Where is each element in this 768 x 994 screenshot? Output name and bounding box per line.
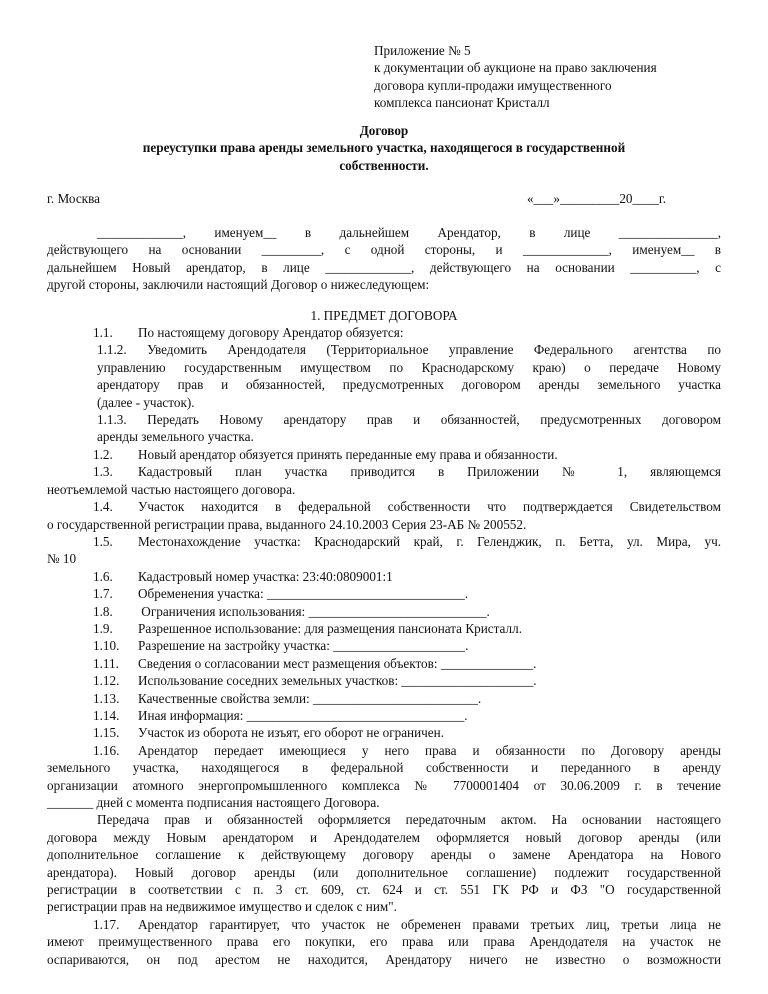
clause-1-1-2-line: арендатору прав и обязанностей, предусмотренных договором аренды земельного участка — [97, 377, 721, 393]
clause-1-3 — [47, 463, 721, 480]
clause-text: Разрешение на застройку участка: ____________________. — [138, 638, 469, 654]
clause-1-8 — [47, 603, 721, 620]
clause-number: 1.12. — [93, 673, 120, 689]
clause-text: Кадастровый план участка приводится в Приложении № 1, являющемся — [138, 464, 721, 480]
transfer-paragraph-line: дополнительное соглашение к действующему договору аренды о замене Арендатора на Нового — [47, 847, 721, 863]
place: г. Москва — [47, 191, 100, 206]
clause-number: 1.3. — [93, 464, 113, 480]
clause-text: Ограничения использования: ___________________________. — [138, 603, 490, 619]
clause-1-17-cont: оспариваются, он под арестом не находится, Арендатору ничего не известно о возможности — [47, 951, 721, 967]
title-line: собственности. — [339, 157, 429, 173]
clause-1-14 — [47, 707, 721, 724]
title-line: переуступки права аренды земельного участка, находящегося в государственной — [142, 140, 626, 156]
clause-text: Кадастровый номер участка: 23:40:0809001:1 — [138, 568, 393, 584]
appendix-line: к документации об аукционе на право заключения — [374, 60, 657, 76]
appendix-note — [374, 42, 724, 112]
clause-number: 1.9. — [93, 620, 113, 636]
preamble-line: действующего на основании _________, с одной стороны, и _____________, именуем__ в — [47, 242, 721, 258]
clause-number: 1.1. — [93, 325, 113, 341]
document-body — [47, 224, 721, 968]
section-title: 1. ПРЕДМЕТ ДОГОВОРА — [310, 307, 458, 323]
preamble-line: дальнейшем Новый арендатор, в лице _____________, действующего на основании __________, с — [47, 259, 721, 275]
clause-text: По настоящему договору Арендатор обязуется: — [138, 325, 404, 341]
clause-text: Участок из оборота не изъят, его оборот не ограничен. — [138, 725, 445, 741]
clause-1-9 — [47, 620, 721, 637]
preamble — [47, 224, 721, 294]
transfer-paragraph-line: Передача прав и обязанностей оформляется передаточным актом. На основании настоящего — [97, 812, 721, 828]
clause-number: 1.16. — [93, 742, 120, 758]
title-line: Договор — [359, 123, 409, 138]
clause-1-16-cont: _______ дней с момента подписания настоящего Договора. — [47, 795, 380, 810]
clause-1-4 — [47, 498, 721, 515]
appendix-line: Приложение № 5 — [374, 43, 471, 58]
clause-1-3-cont: неотъемлемой частью настоящего договора. — [47, 481, 296, 497]
clause-1-15 — [47, 724, 721, 741]
clause-text: Арендатор гарантирует, что участок не обременен правами третьих лиц, третьи лица не — [138, 916, 721, 932]
clause-number: 1.6. — [93, 568, 113, 584]
clause-number: 1.11. — [93, 655, 119, 671]
appendix-line: комплекса пансионат Кристалл — [374, 95, 550, 111]
clause-1-4-cont: о государственной регистрации права, выданного 24.10.2003 Серия 23-АБ № 200552. — [47, 516, 527, 532]
clause-1-10 — [47, 637, 721, 654]
clause-1-7 — [47, 585, 721, 602]
preamble-line: другой стороны, заключили настоящий Договор о нижеследующем: — [47, 277, 430, 293]
clause-text: Использование соседних земельных участков: ____________________. — [138, 673, 537, 689]
clause-text: Новый арендатор обязуется принять переданные ему права и обязанности. — [138, 446, 558, 462]
clause-1-5 — [47, 533, 721, 550]
preamble-line: _____________, именуем__ в дальнейшем Арендатор, в лице _______________, — [97, 225, 721, 240]
clause-number: 1.5. — [93, 533, 113, 549]
clause-number: 1.7. — [93, 586, 113, 602]
transfer-paragraph-line: арендатора). Новый договор аренды (или дополнительное соглашение) подлежит государственной — [47, 864, 721, 880]
clause-1-6 — [47, 568, 721, 585]
clause-text: Сведения о согласовании мест размещения объектов: ______________. — [138, 655, 537, 671]
clause-text: Обременения участка: ______________________________. — [138, 586, 469, 602]
clause-1-16 — [47, 742, 721, 759]
clause-1-1-2-line: управлению государственным имуществом по Краснодарскому краю) о передаче Новому — [97, 359, 721, 375]
clause-number: 1.4. — [93, 499, 113, 515]
clause-1-1-3-line: 1.1.3. Передать Новому арендатору прав и обязанностей, предусмотренных договором — [97, 412, 721, 428]
transfer-paragraph-line: регистрации в соответствии с п. 3 ст. 609, ст. 624 и ст. 551 ГК РФ и ФЗ "О государственной — [47, 882, 721, 898]
clause-1-1-3-line: аренды земельного участка. — [97, 429, 254, 445]
document-title — [0, 122, 768, 174]
clause-number: 1.2. — [93, 446, 113, 462]
clause-1-13 — [47, 690, 721, 707]
clause-number: 1.17. — [93, 916, 120, 932]
clause-1-12 — [47, 672, 721, 689]
clause-1-16-cont: земельного участка, находящегося в федеральной собственности и переданного в аренду — [47, 760, 721, 776]
clause-1-1-2-line: (далее - участок). — [97, 394, 195, 410]
clause-text: Иная информация: _________________________________. — [138, 707, 468, 723]
clause-number: 1.14. — [93, 707, 120, 723]
clause-1-5-cont: № 10 — [47, 551, 77, 567]
clause-text: Местонахождение участка: Краснодарский край, г. Геленджик, п. Бетта, ул. Мира, уч. — [138, 533, 721, 549]
clause-text: Качественные свойства земли: _________________________. — [138, 690, 482, 706]
date-field: «___»_________20____г. — [527, 191, 667, 206]
clause-1-1-2-line: 1.1.2. Уведомить Арендодателя (Территориальное управление Федерального агентства по — [97, 342, 721, 358]
clause-number: 1.10. — [93, 638, 120, 654]
clause-1-2 — [47, 446, 721, 463]
clause-number: 1.13. — [93, 690, 120, 706]
clause-number: 1.8. — [93, 603, 113, 619]
clause-1-16-cont: организации атомного энергопромышленного комплекса № 7700001404 от 30.06.2009 г. в течение — [47, 777, 721, 793]
clause-text: Участок находится в федеральной собственности что подтверждается Свидетельством — [138, 499, 721, 515]
clause-1-17-cont: имеют преимущественного права его покупки, его права или права Арендодателя на участок не — [47, 934, 721, 950]
clause-1-1 — [47, 324, 721, 341]
transfer-paragraph-line: договора между Новым арендатором и Арендодателем оформляется новый договор аренды (или — [47, 829, 721, 845]
transfer-paragraph-line: регистрации прав на недвижимое имущество и сделок с ним". — [47, 899, 397, 915]
appendix-line: договора купли-продажи имущественного — [374, 77, 612, 93]
clause-text: Арендатор передает имеющиеся у него права и обязанности по Договору аренды — [138, 742, 721, 758]
clause-1-17 — [47, 916, 721, 933]
clause-text: Разрешенное использование: для размещения пансионата Кристалл. — [138, 620, 522, 636]
clause-number: 1.15. — [93, 725, 120, 741]
clause-1-11 — [47, 655, 721, 672]
